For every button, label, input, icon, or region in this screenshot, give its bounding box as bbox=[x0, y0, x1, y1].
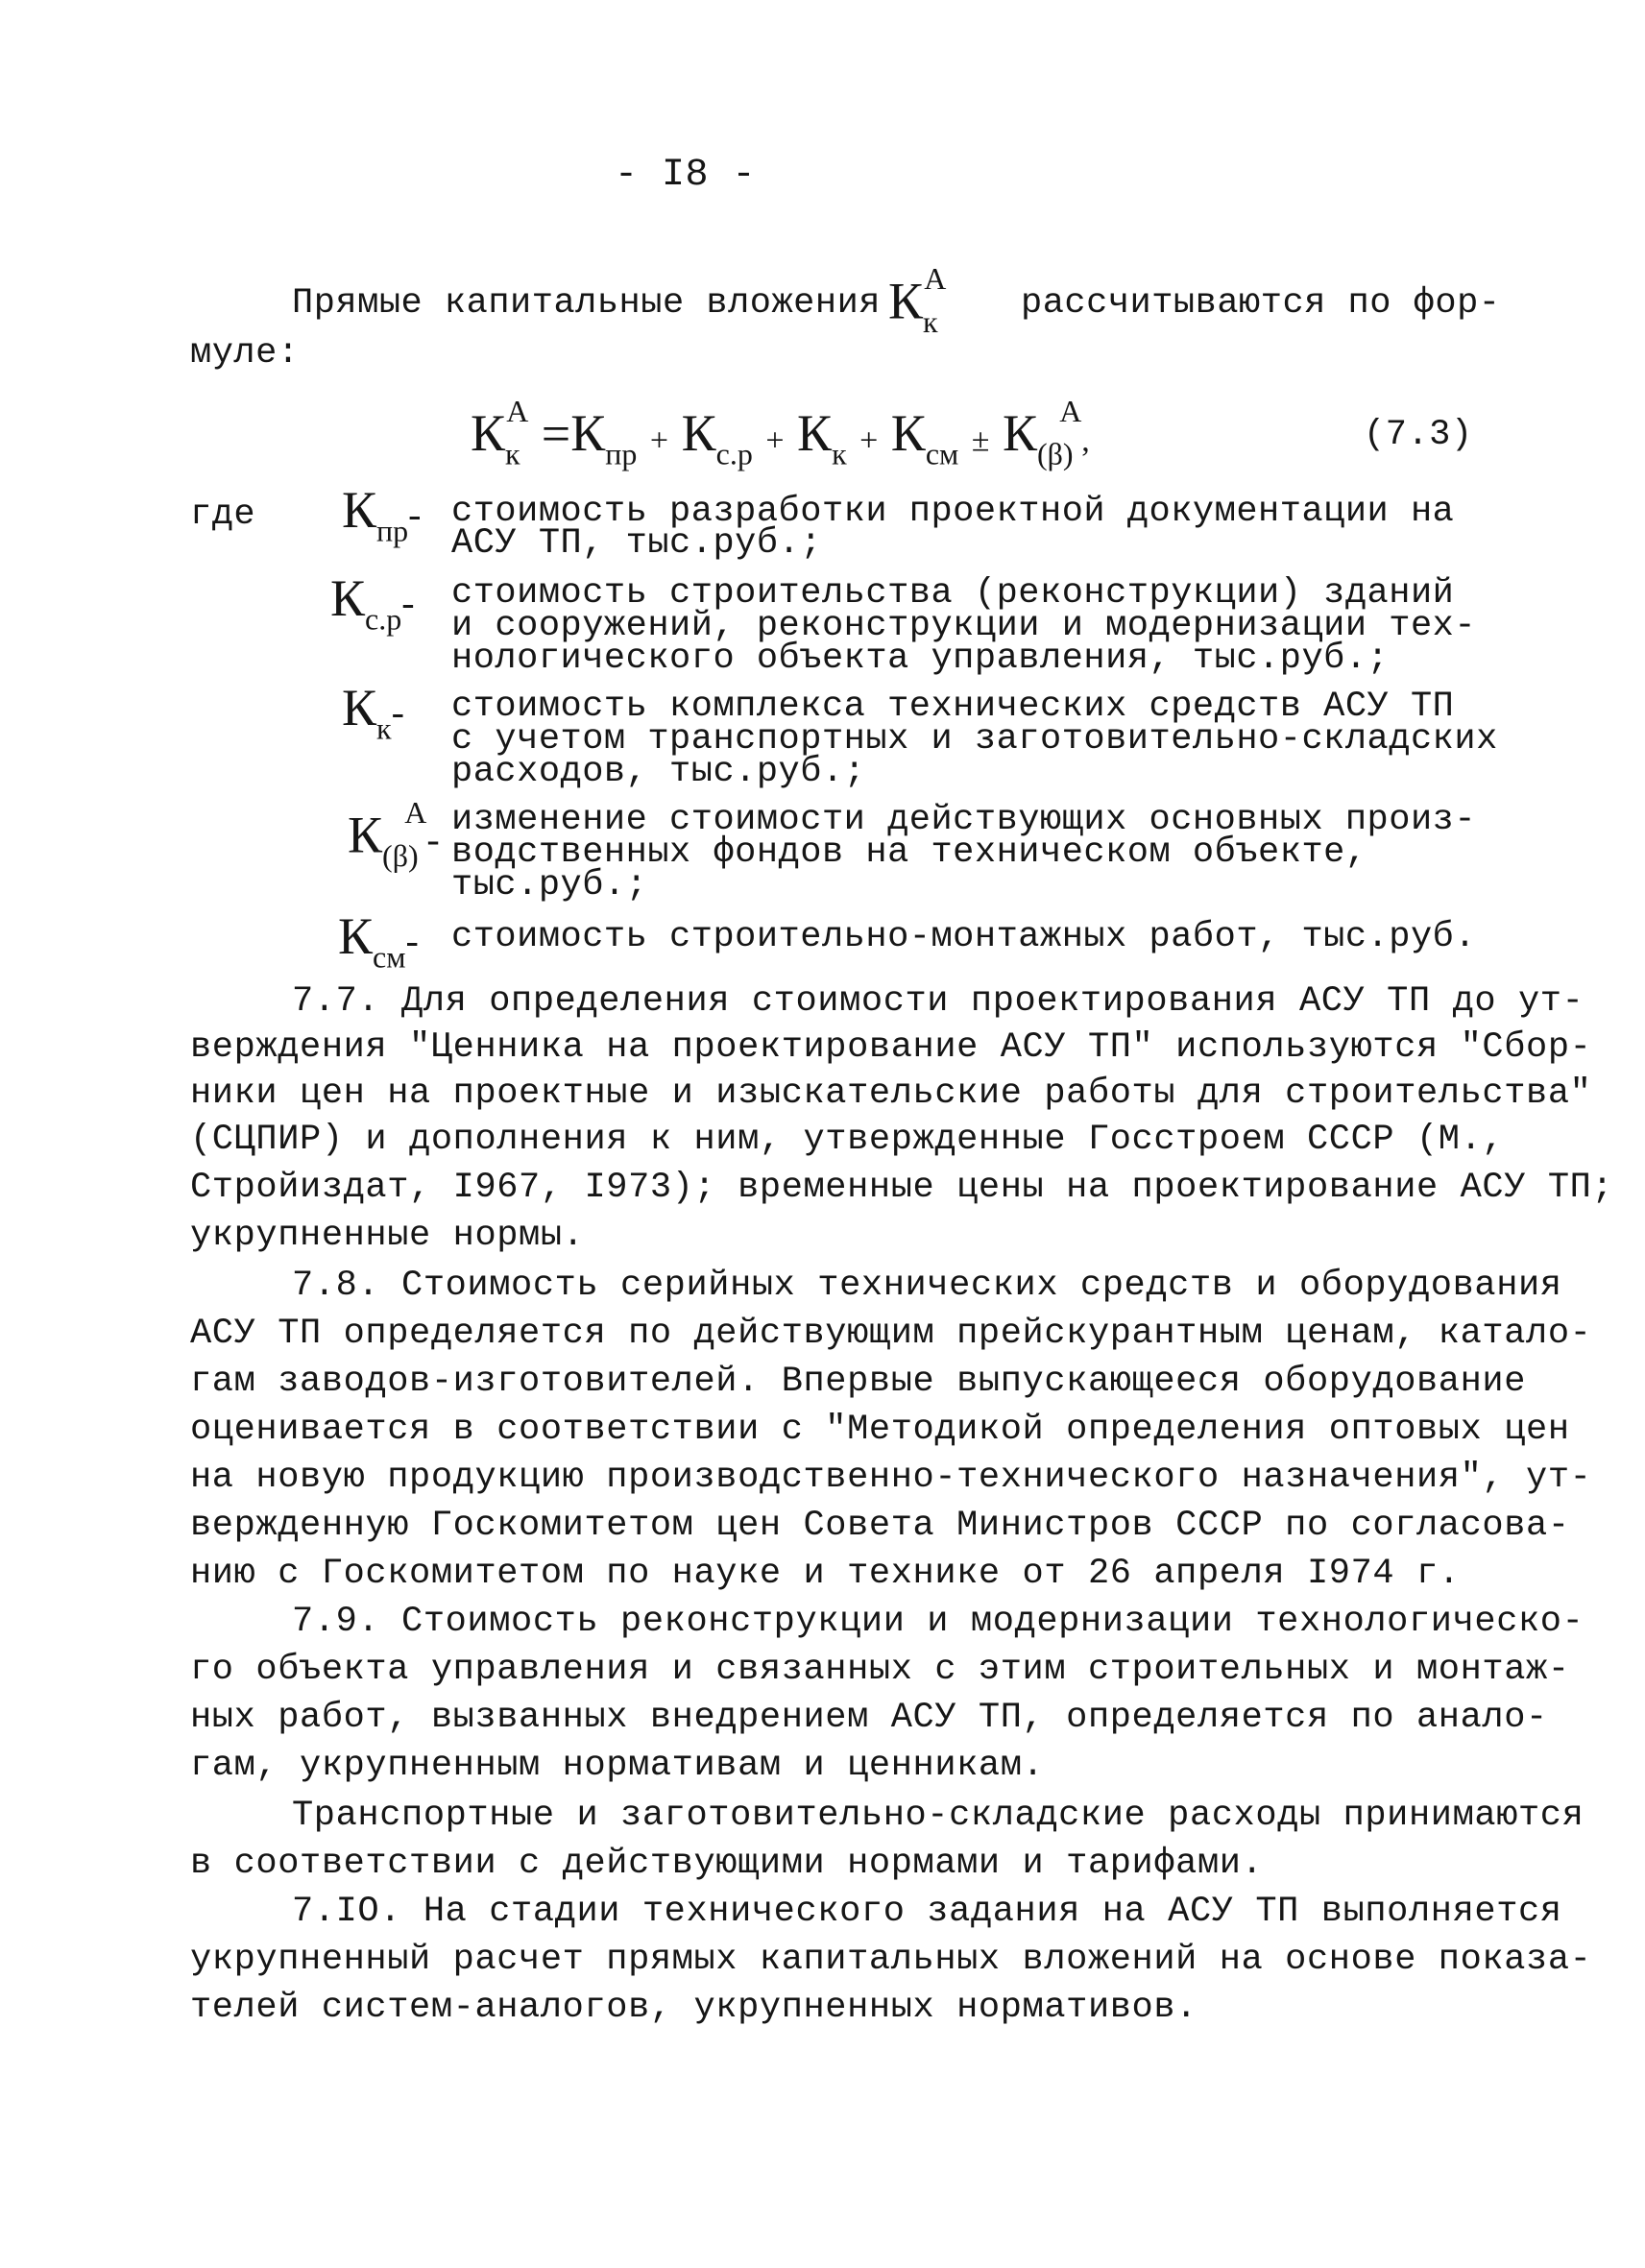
paragraph-line: телей систем-аналогов, укрупненных нормативов. bbox=[190, 1988, 1197, 2028]
formula-plus-minus: ± bbox=[971, 422, 990, 459]
intro-text-after: рассчитываются по фор- bbox=[1021, 283, 1501, 324]
def-symbol-ksm: $К_{см}-$ bbox=[338, 907, 419, 975]
formula-number: (7.3) bbox=[1364, 415, 1473, 455]
def-symbol-ksr: $К_{с.р}-$ bbox=[330, 569, 415, 637]
paragraph-line: ных работ, вызванных внедрением АСУ ТП, определяется по анало- bbox=[190, 1698, 1548, 1738]
intro-continuation: муле: bbox=[190, 333, 300, 374]
paragraph-line: в соответствии с действующими нормами и тарифами. bbox=[190, 1844, 1264, 1884]
formula-eq: = bbox=[541, 404, 571, 463]
def-kbeta-line: тыс.руб.; bbox=[451, 865, 648, 905]
intro-symbol: К bbox=[888, 272, 924, 330]
where-label: где bbox=[190, 495, 256, 535]
formula-term-ksr: $К_{с.р}$ bbox=[681, 404, 753, 471]
paragraph-line: гам, укрупненным нормативам и ценникам. bbox=[190, 1746, 1045, 1786]
formula-term-kbeta: $К_{(\beta)}^А$ bbox=[1002, 394, 1082, 471]
paragraph-line: укрупненные нормы. bbox=[190, 1216, 585, 1256]
def-kbeta-line: изменение стоимости действующих основных произ- bbox=[451, 800, 1477, 840]
def-symbol-kpr: $К_{пр}-$ bbox=[342, 481, 422, 548]
def-kk-line: стоимость комплекса технических средств АСУ ТП bbox=[451, 687, 1455, 727]
paragraph-line: 7.7. Для определения стоимости проектирования АСУ ТП до ут- bbox=[292, 981, 1585, 1022]
def-kpr-line: стоимость разработки проектной документации на bbox=[451, 492, 1455, 532]
paragraph-line: нию с Госкомитетом по науке и технике от 26 апреля I974 г. bbox=[190, 1554, 1461, 1594]
def-symbol-kk: $К_к-$ bbox=[342, 679, 404, 746]
paragraph-line: гам заводов-изготовителей. Впервые выпускающееся оборудование bbox=[190, 1362, 1527, 1402]
intro-symbol-sup: А bbox=[924, 261, 947, 296]
formula-term-ksm: $К_{см}$ bbox=[890, 404, 959, 471]
formula-term-kpr: $К_{пр}$ bbox=[570, 404, 638, 471]
def-symbol-kbeta: $К_{(\beta)}^А-$ bbox=[348, 795, 440, 873]
paragraph-line: 7.8. Стоимость серийных технических средств и оборудования bbox=[292, 1266, 1562, 1306]
formula-plus: + bbox=[765, 422, 785, 459]
def-kbeta-line: водственных фондов на техническом объекте, bbox=[451, 832, 1367, 873]
paragraph-line: Транспортные и заготовительно-складские расходы принимаются bbox=[292, 1796, 1585, 1836]
paragraph-line: 7.IO. На стадии технического задания на АСУ ТП выполняется bbox=[292, 1892, 1562, 1932]
formula-plus: + bbox=[649, 422, 669, 459]
def-ksm-line: стоимость строительно-монтажных работ, тыс.руб. bbox=[451, 917, 1477, 957]
formula-comma: , bbox=[1081, 422, 1090, 459]
def-kk-line: с учетом транспортных и заготовительно-складских bbox=[451, 719, 1498, 760]
formula-lhs: $К_к^А$ bbox=[471, 394, 529, 471]
formula-7-3 bbox=[471, 394, 1090, 472]
paragraph-line: АСУ ТП определяется по действующим прейскурантным ценам, катало- bbox=[190, 1314, 1592, 1354]
intro-text-before: Прямые капитальные вложения bbox=[292, 283, 881, 324]
paragraph-line: 7.9. Стоимость реконструкции и модернизации технологическо- bbox=[292, 1602, 1585, 1642]
paragraph-line: вержденную Госкомитетом цен Совета Министров СССР по согласова- bbox=[190, 1506, 1570, 1546]
paragraph-line: Стройиздат, I967, I973); временные цены на проектирование АСУ ТП; bbox=[190, 1168, 1614, 1208]
paragraph-line: ники цен на проектные и изыскательские работы для строительства" bbox=[190, 1074, 1592, 1114]
intro-symbol-sub: к bbox=[923, 303, 938, 339]
page-number: - I8 - bbox=[615, 154, 757, 197]
intro-symbol-kka bbox=[888, 261, 946, 340]
def-ksr-line: нологического объекта управления, тыс.руб.; bbox=[451, 639, 1390, 679]
paragraph-line: на новую продукцию производственно-технического назначения", ут- bbox=[190, 1458, 1592, 1498]
paragraph-line: го объекта управления и связанных с этим строительных и монтаж- bbox=[190, 1650, 1570, 1690]
def-ksr-line: и сооружений, реконструкции и модернизации тех- bbox=[451, 606, 1477, 646]
paragraph-line: укрупненный расчет прямых капитальных вложений на основе показа- bbox=[190, 1940, 1592, 1980]
def-kk-line: расходов, тыс.руб.; bbox=[451, 752, 866, 792]
formula-plus: + bbox=[859, 422, 879, 459]
def-kpr-line: АСУ ТП, тыс.руб.; bbox=[451, 523, 822, 564]
paragraph-line: (СЦПИР) и дополнения к ним, утвержденные Госстроем СССР (М., bbox=[190, 1120, 1505, 1160]
paragraph-line: верждения "Ценника на проектирование АСУ ТП" используются "Сбор- bbox=[190, 1027, 1592, 1068]
paragraph-line: оценивается в соответствии с "Методикой определения оптовых цен bbox=[190, 1410, 1570, 1450]
def-ksr-line: стоимость строительства (реконструкции) зданий bbox=[451, 573, 1455, 614]
formula-term-kk: $К_к$ bbox=[797, 404, 847, 471]
